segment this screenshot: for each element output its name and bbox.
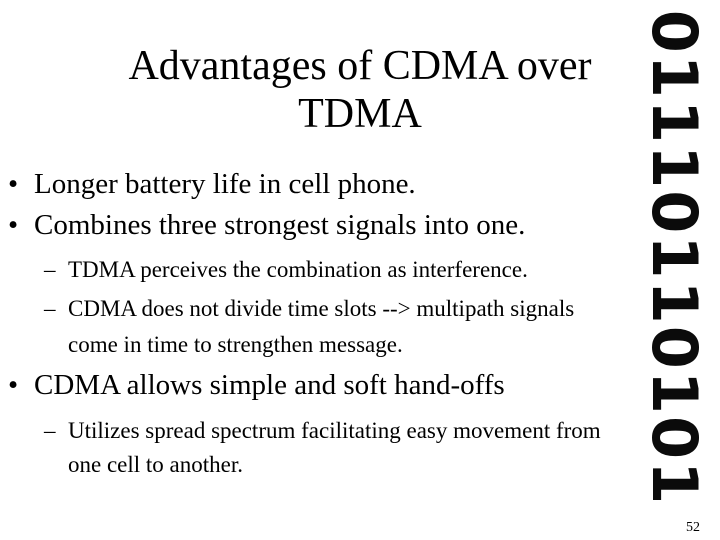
- binary-decoration-text: 01110110101: [638, 9, 711, 507]
- bullet-text: CDMA allows simple and soft hand-offs: [34, 369, 505, 401]
- bullet-text: Longer battery life in cell phone.: [34, 168, 416, 200]
- sub-bullet-text: TDMA perceives the combination as interference.: [68, 257, 528, 282]
- sub-bullet-text: come in time to strengthen message.: [68, 332, 403, 357]
- bullet-marker: •: [8, 209, 19, 241]
- sub-bullet-text: one cell to another.: [68, 452, 243, 477]
- dash-marker: –: [44, 418, 56, 443]
- page-number: 52: [686, 520, 700, 535]
- dash-marker: –: [44, 296, 56, 321]
- slide-title-line-1: Advantages of CDMA over: [128, 43, 592, 89]
- bullet-text: Combines three strongest signals into one.: [34, 209, 526, 241]
- bullet-marker: •: [8, 369, 19, 401]
- slide-title-line-2: TDMA: [298, 91, 422, 137]
- dash-marker: –: [44, 257, 56, 282]
- sub-bullet-text: CDMA does not divide time slots --> multipath signals: [68, 296, 575, 321]
- sub-bullet-text: Utilizes spread spectrum facilitating easy movement from: [68, 418, 601, 443]
- bullet-marker: •: [8, 168, 19, 200]
